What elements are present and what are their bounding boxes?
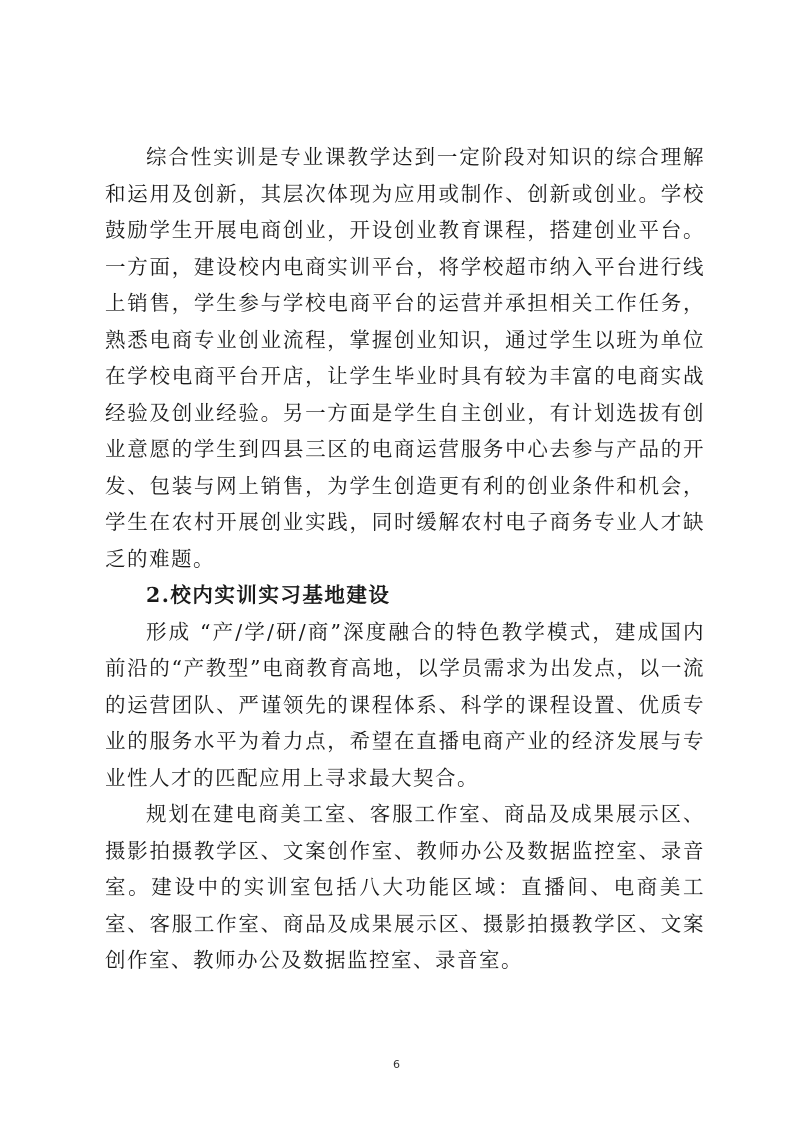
- paragraph-comprehensive-training: 综合性实训是专业课教学达到一定阶段对知识的综合理解和运用及创新，其层次体现为应用或制作、创新或创业。学校鼓励学生开展电商创业，开设创业教育课程，搭建创业平台。一方面，建设校内电商实训平台，将学校超市纳入平台进行线上销售，学生参与学校电商平台的运营并承担相关工作任务，熟悉电商专业创业流程，掌握创业知识，通过学生以班为单位在学校电商平台开店，让学生毕业时具有较为丰富的电商实战经验及创业经验。另一方面是学生自主创业，有计划选拔有创业意愿的学生到四县三区的电商运营服务中心去参与产品的开发、包装与网上销售，为学生创造更有利的创业条件和机会，学生在农村开展创业实践，同时缓解农村电子商务专业人才缺乏的难题。: [105, 145, 705, 571]
- paragraph-teaching-model: 形成 “产/学/研/商”深度融合的特色教学模式，建成国内前沿的“产教型”电商教育高地，以学员需求为出发点，以一流的运营团队、严谨领先的课程体系、科学的课程设置、优质专业的服务水平为着力点，希望在直播电商产业的经济发展与专业性人才的匹配应用上寻求最大契合。: [105, 619, 705, 790]
- body-text: [105, 139, 705, 979]
- section-heading: 2.校内实训实习基地建设: [146, 583, 391, 607]
- page-number: 6: [393, 1058, 400, 1071]
- paragraph-training-rooms: 规划在建电商美工室、客服工作室、商品及成果展示区、摄影拍摄教学区、文案创作室、教师办公及数据监控室、录音室。建设中的实训室包括八大功能区域：直播间、电商美工室、客服工作室、商品及成果展示区、摄影拍摄教学区、文案创作室、教师办公及数据监控室、录音室。: [105, 802, 705, 972]
